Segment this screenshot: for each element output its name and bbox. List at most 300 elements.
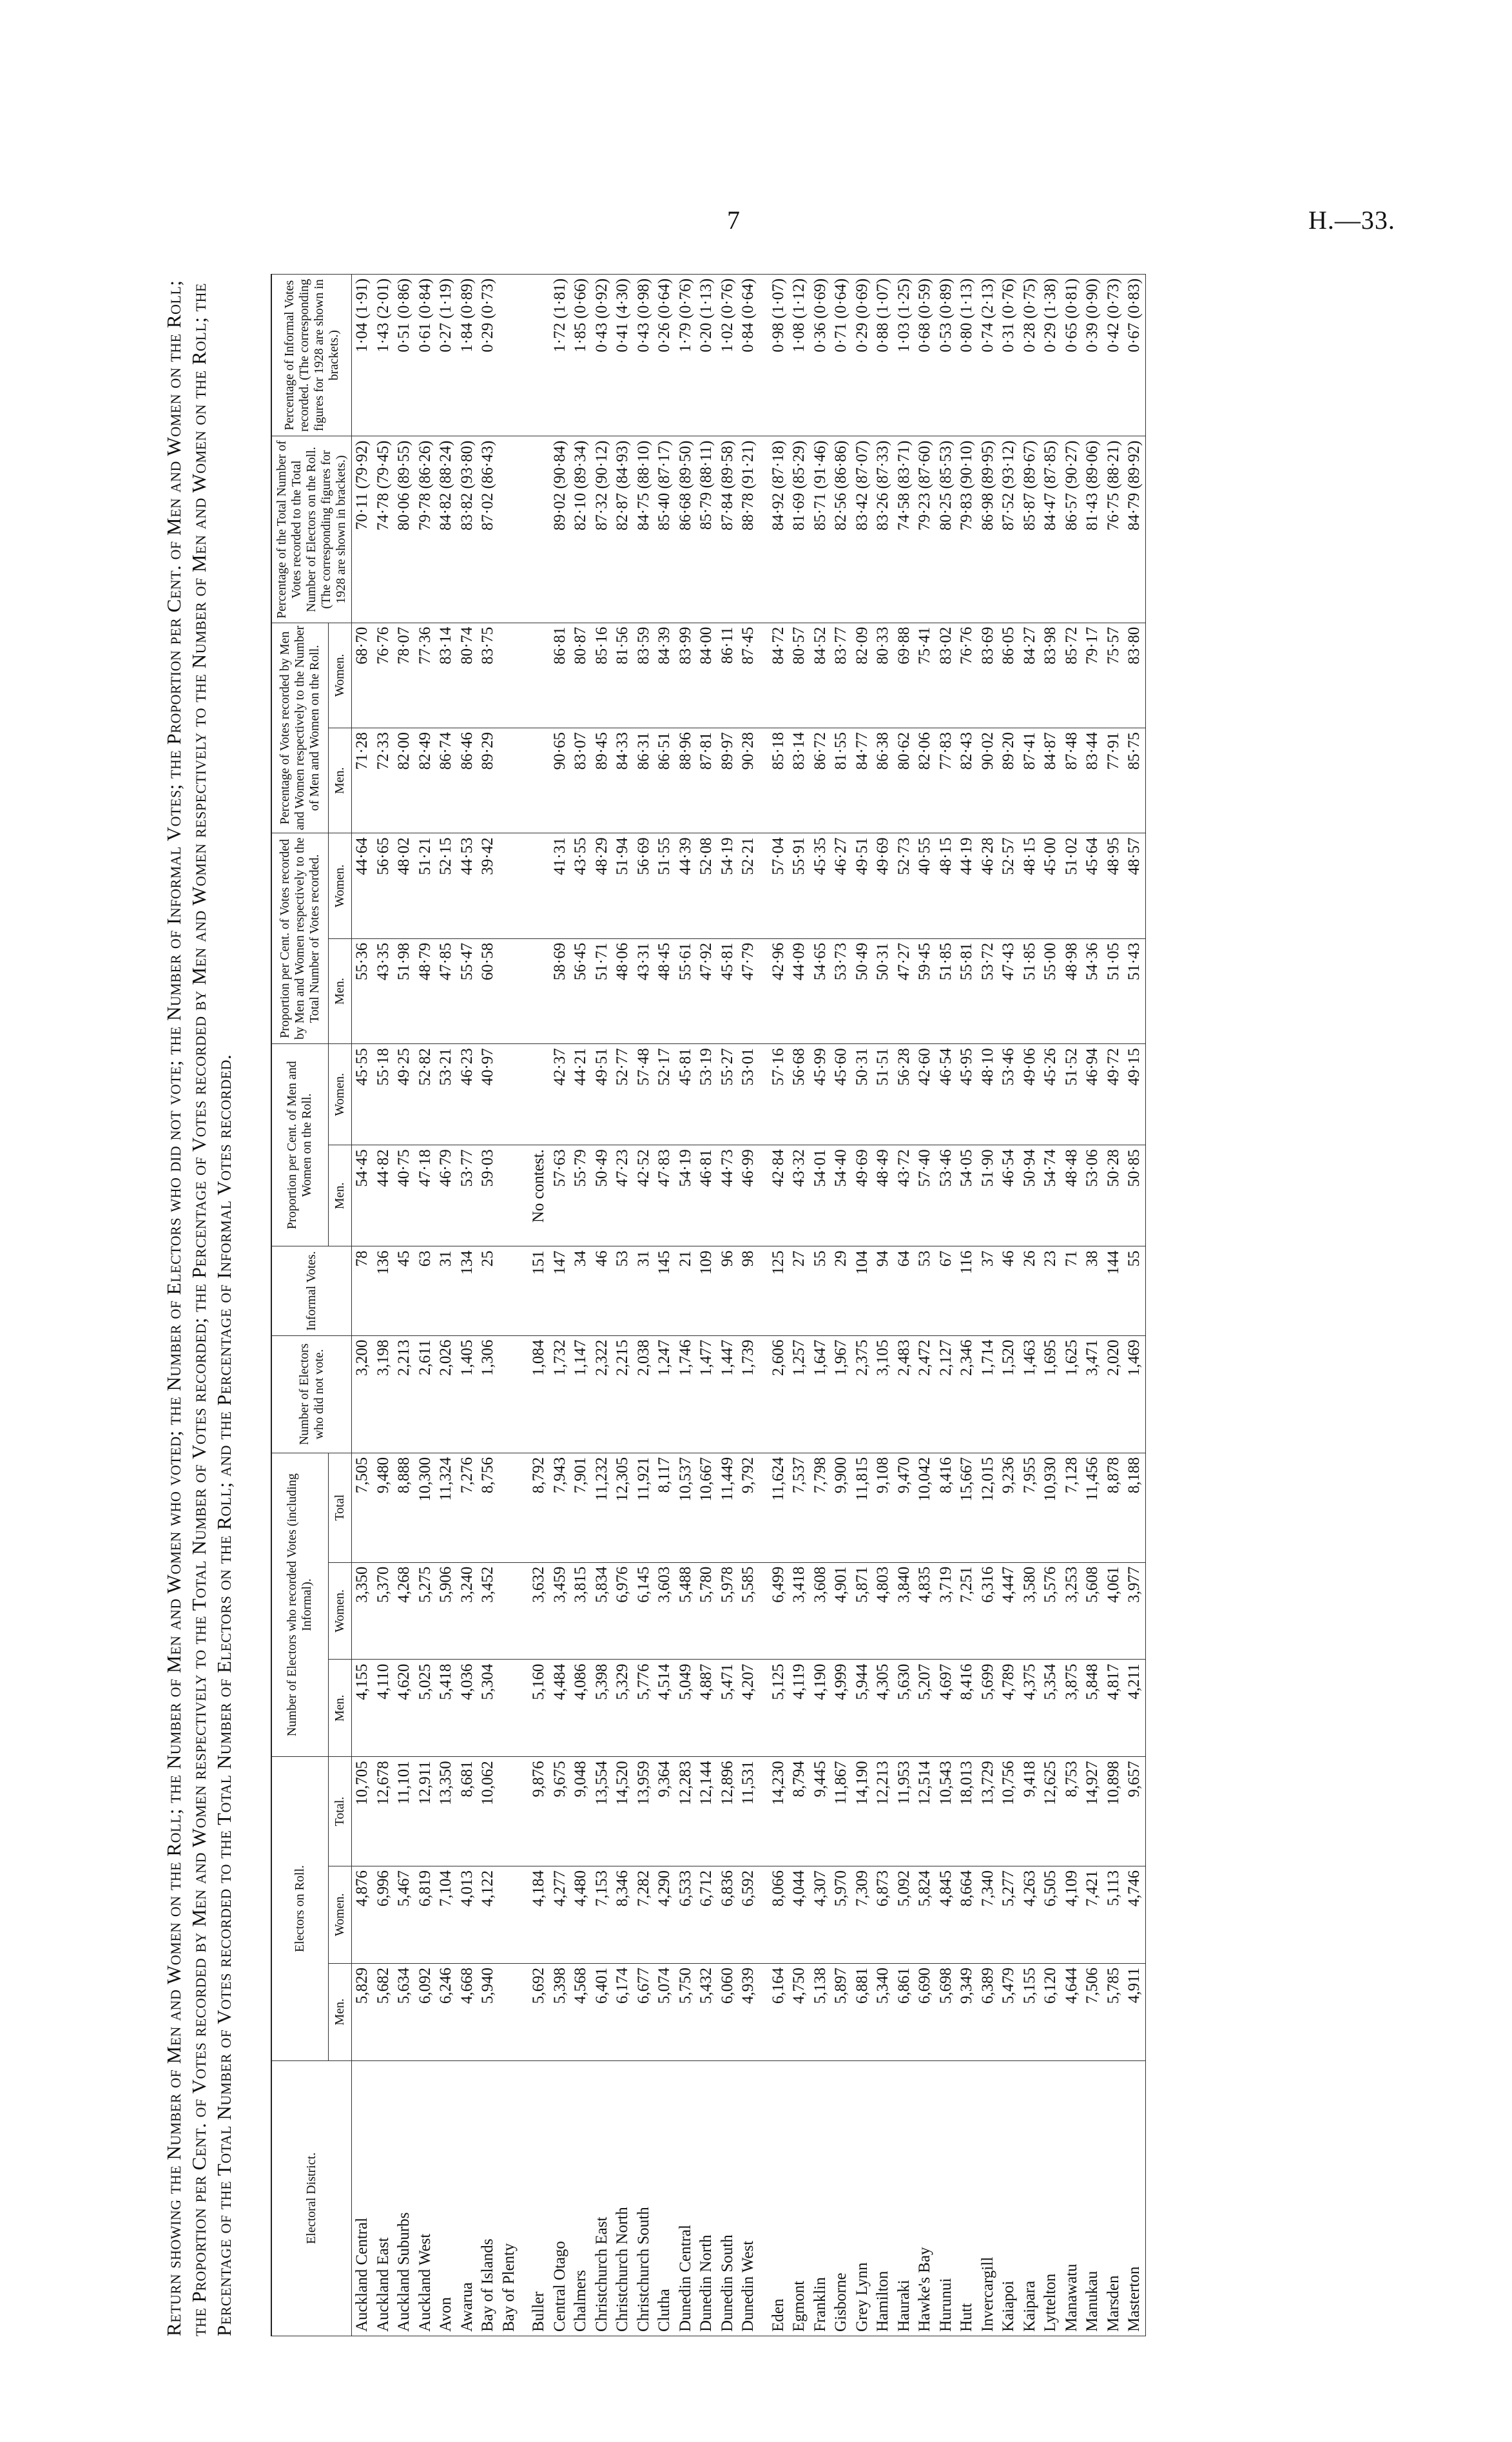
cell-voted-total: 11,324 (436, 1453, 457, 1562)
cell-roll-total: 13,959 (634, 1757, 655, 1866)
cell-voted-men: 5,398 (592, 1660, 613, 1757)
cell-not-voted: 2,038 (634, 1335, 655, 1453)
cell-votes-pct-women: 48·29 (592, 833, 613, 938)
cell-roll-pct-women: 49·72 (1103, 1044, 1125, 1145)
district-name (759, 2060, 790, 2336)
cell-pct-women: 85·16 (592, 623, 613, 728)
cell-pct-total: 85·79 (88·11) (696, 436, 717, 623)
cell-voted-men: 4,697 (936, 1660, 957, 1757)
cell-not-voted: 1,447 (717, 1335, 739, 1453)
cell-votes-pct-men: 59·45 (915, 938, 936, 1043)
cell-roll-total: 9,876 (519, 1757, 550, 1866)
cell-informal: 55 (810, 1246, 831, 1335)
cell-roll-women: 4,307 (810, 1866, 831, 1963)
cell-roll-men: 5,750 (675, 1963, 697, 2060)
cell-roll-pct-men: 57·40 (915, 1145, 936, 1246)
table-row (1061, 275, 1083, 2336)
cell-pct-informal: 0·98 (1·07) (759, 275, 790, 437)
district-label: Eden (769, 2298, 787, 2332)
cell-voted-total: 9,470 (894, 1453, 915, 1562)
cell-voted-women: 6,145 (634, 1562, 655, 1660)
cell-roll-men: 5,398 (550, 1963, 571, 2060)
cell-votes-pct-men: 56·45 (570, 938, 592, 1043)
district-name (696, 2060, 717, 2336)
cell-roll-women: 6,836 (717, 1866, 739, 1963)
cell-pct-total: 86·57 (90·27) (1061, 436, 1083, 623)
cell-roll-men: 4,644 (1061, 1963, 1083, 2060)
cell-roll-men: 5,634 (394, 1963, 415, 2060)
cell-voted-men: 5,630 (894, 1660, 915, 1757)
cell-voted-men: 8,416 (956, 1660, 978, 1757)
table-row (457, 275, 478, 2336)
cell-voted-men: 4,190 (810, 1660, 831, 1757)
cell-voted-women: 6,316 (978, 1562, 999, 1660)
cell-roll-total: 8,794 (789, 1757, 810, 1866)
district-label: Central Otago (550, 2241, 568, 2332)
cell-not-voted: 2,472 (915, 1335, 936, 1453)
cell-roll-women: 4,845 (936, 1866, 957, 1963)
cell-pct-men: 90·28 (738, 728, 759, 833)
cell-not-voted: 1,647 (810, 1335, 831, 1453)
cell-pct-informal: 0·29 (0·73) (478, 275, 499, 437)
cell-pct-informal: 0·65 (0·81) (1061, 275, 1083, 437)
cell-pct-men: 85·75 (1124, 728, 1145, 833)
cell-votes-pct-women: 46·28 (978, 833, 999, 938)
cell-pct-men: 87·41 (1020, 728, 1041, 833)
cell-roll-women: 6,592 (738, 1866, 759, 1963)
cell-pct-women: 76·76 (956, 623, 978, 728)
cell-roll-pct-women (499, 1044, 520, 1145)
cell-votes-pct-men: 51·71 (592, 938, 613, 1043)
cell-roll-pct-women: 56·68 (789, 1044, 810, 1145)
subheader-men: Men. (328, 728, 351, 833)
cell-roll-total: 13,350 (436, 1757, 457, 1866)
table-row (789, 275, 810, 2336)
cell-votes-pct-men: 58·69 (550, 938, 571, 1043)
district-name (852, 2060, 873, 2336)
cell-pct-total: 85·87 (89·67) (1020, 436, 1041, 623)
cell-pct-total: 82·10 (89·34) (570, 436, 592, 623)
cell-voted-total: 8,117 (654, 1453, 675, 1562)
cell-voted-total: 7,276 (457, 1453, 478, 1562)
subheader-women: Women. (328, 1866, 351, 1963)
cell-roll-pct-women: 49·15 (1124, 1044, 1145, 1145)
cell-voted-women: 3,580 (1020, 1562, 1041, 1660)
cell-roll-pct-men: 50·85 (1124, 1145, 1145, 1246)
cell-votes-pct-men: 47·43 (998, 938, 1020, 1043)
cell-roll-pct-men: 53·77 (457, 1145, 478, 1246)
cell-voted-total: 15,667 (956, 1453, 978, 1562)
cell-pct-informal: 1·85 (0·66) (570, 275, 592, 437)
cell-roll-women: 8,066 (759, 1866, 790, 1963)
district-name (394, 2060, 415, 2336)
cell-not-voted: 2,026 (436, 1335, 457, 1453)
cell-roll-pct-men: 54·05 (956, 1145, 978, 1246)
cell-roll-pct-men: 47·18 (415, 1145, 436, 1246)
cell-votes-pct-men: 47·85 (436, 938, 457, 1043)
cell-not-voted: 2,346 (956, 1335, 978, 1453)
cell-pct-total: 74·58 (83·71) (894, 436, 915, 623)
cell-roll-women: 6,996 (373, 1866, 394, 1963)
cell-pct-informal: 0·88 (1·07) (873, 275, 894, 437)
cell-roll-women: 4,263 (1020, 1866, 1041, 1963)
header-prop-votes: Proportion per Cent. of Votes recorded by Men and Women respectively to the Total Number of Votes recorded. (271, 833, 328, 1044)
cell-voted-men: 5,848 (1082, 1660, 1103, 1757)
cell-voted-men: 5,025 (415, 1660, 436, 1757)
cell-voted-women: 3,977 (1124, 1562, 1145, 1660)
cell-roll-pct-women: 52·82 (415, 1044, 436, 1145)
cell-pct-women: 84·27 (1020, 623, 1041, 728)
cell-votes-pct-women: 48·02 (394, 833, 415, 938)
cell-voted-men: 4,207 (738, 1660, 759, 1757)
cell-roll-total: 12,144 (696, 1757, 717, 1866)
cell-votes-pct-women: 46·27 (831, 833, 852, 938)
table-row (519, 275, 550, 2336)
cell-pct-total: 70·11 (79·92) (352, 436, 373, 623)
cell-roll-total: 9,418 (1020, 1757, 1041, 1866)
district-name (675, 2060, 697, 2336)
district-label: Gisborne (832, 2272, 850, 2332)
subheader-women: Women. (328, 623, 351, 728)
cell-roll-total: 10,705 (352, 1757, 373, 1866)
cell-roll-pct-women: 40·97 (478, 1044, 499, 1145)
district-label: Auckland West (416, 2233, 434, 2332)
district-name (956, 2060, 978, 2336)
cell-not-voted: 1,477 (696, 1335, 717, 1453)
cell-pct-informal: 1·43 (2·01) (373, 275, 394, 437)
header-recorded-votes: Number of Electors who recorded Votes (including Informal). (271, 1453, 328, 1756)
cell-roll-women: 7,104 (436, 1866, 457, 1963)
cell-votes-pct-men: 47·27 (894, 938, 915, 1043)
cell-pct-men: 82·49 (415, 728, 436, 833)
table-row (759, 275, 790, 2336)
cell-voted-total: 9,792 (738, 1453, 759, 1562)
cell-votes-pct-men: 48·79 (415, 938, 436, 1043)
table-row (352, 275, 373, 2336)
cell-votes-pct-men: 55·81 (956, 938, 978, 1043)
cell-not-voted: 1,405 (457, 1335, 478, 1453)
cell-votes-pct-men: 51·85 (1020, 938, 1041, 1043)
subheader-total: Total. (328, 1757, 351, 1866)
cell-roll-total: 13,554 (592, 1757, 613, 1866)
cell-pct-informal: 0·36 (0·69) (810, 275, 831, 437)
cell-voted-women: 4,803 (873, 1562, 894, 1660)
cell-roll-pct-women: 45·26 (1040, 1044, 1061, 1145)
subheader-women: Women. (328, 833, 351, 938)
table-row (570, 275, 592, 2336)
cell-pct-women: 75·57 (1103, 623, 1125, 728)
cell-roll-men: 5,432 (696, 1963, 717, 2060)
cell-roll-total: 8,681 (457, 1757, 478, 1866)
cell-not-voted: 1,147 (570, 1335, 592, 1453)
cell-roll-pct-women: 45·81 (675, 1044, 697, 1145)
cell-votes-pct-men: 53·72 (978, 938, 999, 1043)
cell-roll-women (499, 1866, 520, 1963)
cell-pct-informal: 0·84 (0·64) (738, 275, 759, 437)
cell-voted-women: 3,840 (894, 1562, 915, 1660)
district-label: Dunedin North (697, 2234, 715, 2332)
table-row (936, 275, 957, 2336)
cell-pct-women: 83·02 (936, 623, 957, 728)
cell-informal: 34 (570, 1246, 592, 1335)
cell-voted-women: 5,576 (1040, 1562, 1061, 1660)
cell-pct-informal: 0·74 (2·13) (978, 275, 999, 437)
cell-voted-women: 5,906 (436, 1562, 457, 1660)
cell-votes-pct-women: 56·65 (373, 833, 394, 938)
header-pct-total: Percentage of the Total Number of Votes recorded to the Total Number of Electors on the Roll. (The corresponding figures for 1928 are shown in brackets.) (271, 436, 352, 623)
cell-not-voted: 3,471 (1082, 1335, 1103, 1453)
district-name (478, 2060, 499, 2336)
district-label: Auckland Suburbs (395, 2212, 413, 2332)
cell-roll-women: 6,873 (873, 1866, 894, 1963)
cell-roll-women: 4,277 (550, 1866, 571, 1963)
cell-voted-men: 4,305 (873, 1660, 894, 1757)
cell-roll-women: 6,505 (1040, 1866, 1061, 1963)
cell-not-voted: 1,463 (1020, 1335, 1041, 1453)
cell-roll-pct-women: 49·06 (1020, 1044, 1041, 1145)
cell-roll-pct-women: 51·52 (1061, 1044, 1083, 1145)
cell-roll-men: 4,668 (457, 1963, 478, 2060)
cell-pct-men: 89·29 (478, 728, 499, 833)
district-label: Egmont (790, 2280, 808, 2332)
cell-roll-women: 4,013 (457, 1866, 478, 1963)
cell-voted-total: 11,449 (717, 1453, 739, 1562)
cell-voted-total: 7,505 (352, 1453, 373, 1562)
cell-roll-pct-men: 42·52 (634, 1145, 655, 1246)
cell-informal: 136 (373, 1246, 394, 1335)
cell-pct-men: 72·33 (373, 728, 394, 833)
cell-informal: 144 (1103, 1246, 1125, 1335)
cell-votes-pct-men: 43·35 (373, 938, 394, 1043)
cell-voted-total: 8,888 (394, 1453, 415, 1562)
cell-informal: 78 (352, 1246, 373, 1335)
cell-votes-pct-women: 52·73 (894, 833, 915, 938)
cell-roll-men: 5,682 (373, 1963, 394, 2060)
cell-votes-pct-women: 49·69 (873, 833, 894, 938)
cell-roll-pct-men: 43·72 (894, 1145, 915, 1246)
cell-roll-men: 6,092 (415, 1963, 436, 2060)
cell-roll-men: 6,164 (759, 1963, 790, 2060)
cell-pct-women: 84·39 (654, 623, 675, 728)
subheader-men: Men. (328, 1963, 351, 2060)
table-title: Return showing the Number of Men and Women on the Roll; the Number of Men and Women who voted; the Number of Electors who did not vote; the Number of Informal Votes; the Proportion per Cent. of Men and Women on the Roll; the Proportion per Cent. of Votes recorded by Men and Women respectively to the Total Number of Votes recorded; the Percentage of Votes recorded by Men and Women respectively to the Number of Men and Women on the Roll; the Percentage of the Total Number of Votes recorded to the Total Number of Electors on the Roll; and the Percentage of Informal Votes recorded. (162, 280, 235, 2336)
cell-roll-total: 11,867 (831, 1757, 852, 1866)
cell-informal: 26 (1020, 1246, 1041, 1335)
cell-roll-women: 8,664 (956, 1866, 978, 1963)
cell-informal: 21 (675, 1246, 697, 1335)
cell-roll-pct-men: 48·48 (1061, 1145, 1083, 1246)
cell-pct-men: 86·46 (457, 728, 478, 833)
district-label: Buller (530, 2291, 548, 2332)
cell-roll-pct-men: 46·81 (696, 1145, 717, 1246)
table-row (478, 275, 499, 2336)
cell-roll-women: 8,346 (612, 1866, 634, 1963)
cell-roll-pct-women: 56·28 (894, 1044, 915, 1145)
cell-voted-total: 7,128 (1061, 1453, 1083, 1562)
cell-not-voted: 1,739 (738, 1335, 759, 1453)
table-row (373, 275, 394, 2336)
cell-roll-men: 5,138 (810, 1963, 831, 2060)
cell-voted-men: 4,155 (352, 1660, 373, 1757)
district-name (1061, 2060, 1083, 2336)
table-row (717, 275, 739, 2336)
cell-votes-pct-men: 42·96 (759, 938, 790, 1043)
district-label: Auckland East (374, 2237, 392, 2332)
cell-informal: 27 (789, 1246, 810, 1335)
district-label: Invercargill (978, 2256, 996, 2332)
cell-roll-total: 9,445 (810, 1757, 831, 1866)
cell-roll-pct-women: 49·25 (394, 1044, 415, 1145)
cell-pct-total: 87·32 (90·12) (592, 436, 613, 623)
cell-pct-men: 71·28 (352, 728, 373, 833)
table-row (550, 275, 571, 2336)
cell-votes-pct-men: 55·61 (675, 938, 697, 1043)
cell-pct-total: 79·78 (86·26) (415, 436, 436, 623)
cell-not-voted: 1,746 (675, 1335, 697, 1453)
cell-voted-women: 5,978 (717, 1562, 739, 1660)
district-name (1082, 2060, 1103, 2336)
cell-roll-total: 14,927 (1082, 1757, 1103, 1866)
district-name (592, 2060, 613, 2336)
cell-votes-pct-women: 48·15 (936, 833, 957, 938)
cell-pct-men: 81·55 (831, 728, 852, 833)
cell-voted-women: 3,240 (457, 1562, 478, 1660)
district-label: Dunedin West (739, 2240, 757, 2332)
cell-voted-men: 4,999 (831, 1660, 852, 1757)
cell-roll-pct-women: 52·17 (654, 1044, 675, 1145)
cell-voted-men: 4,119 (789, 1660, 810, 1757)
cell-informal: 53 (915, 1246, 936, 1335)
table-row (956, 275, 978, 2336)
cell-informal: 151 (519, 1246, 550, 1335)
cell-informal: 116 (956, 1246, 978, 1335)
cell-votes-pct-men: 55·00 (1040, 938, 1061, 1043)
district-name (789, 2060, 810, 2336)
cell-informal: 55 (1124, 1246, 1145, 1335)
cell-roll-men: 6,389 (978, 1963, 999, 2060)
cell-roll-women: 7,309 (852, 1866, 873, 1963)
subheader-men: Men. (328, 1145, 351, 1246)
cell-voted-women (499, 1562, 520, 1660)
cell-roll-total: 10,543 (936, 1757, 957, 1866)
table-row (1124, 275, 1145, 2336)
table-row (675, 275, 697, 2336)
cell-pct-women: 86·11 (717, 623, 739, 728)
cell-pct-women: 80·33 (873, 623, 894, 728)
cell-votes-pct-men: 48·98 (1061, 938, 1083, 1043)
cell-voted-total: 11,624 (759, 1453, 790, 1562)
district-name (894, 2060, 915, 2336)
cell-votes-pct-women: 45·64 (1082, 833, 1103, 938)
cell-roll-pct-men: 46·79 (436, 1145, 457, 1246)
cell-informal: 31 (634, 1246, 655, 1335)
cell-roll-pct-women: 53·46 (998, 1044, 1020, 1145)
subheader-men: Men. (328, 1660, 351, 1757)
cell-votes-pct-women: 52·21 (738, 833, 759, 938)
subheader-women: Women. (328, 1562, 351, 1660)
cell-voted-women: 3,253 (1061, 1562, 1083, 1660)
table-row (696, 275, 717, 2336)
district-label: Masterton (1125, 2266, 1143, 2332)
district-label: Avon (437, 2297, 455, 2332)
cell-votes-pct-women (519, 833, 550, 938)
cell-votes-pct-men: 44·09 (789, 938, 810, 1043)
cell-roll-pct-men: 50·94 (1020, 1145, 1041, 1246)
cell-roll-total: 11,531 (738, 1757, 759, 1866)
cell-roll-men: 5,074 (654, 1963, 675, 2060)
cell-roll-women: 5,113 (1103, 1866, 1125, 1963)
cell-pct-total: 84·47 (87·85) (1040, 436, 1061, 623)
table-row (394, 275, 415, 2336)
cell-voted-women: 3,452 (478, 1562, 499, 1660)
district-label: Franklin (811, 2277, 829, 2332)
cell-pct-women: 82·09 (852, 623, 873, 728)
district-label: Auckland Central (353, 2217, 371, 2332)
cell-voted-women: 5,871 (852, 1562, 873, 1660)
cell-pct-total: 86·68 (89·50) (675, 436, 697, 623)
cell-voted-women: 4,061 (1103, 1562, 1125, 1660)
cell-pct-total (499, 436, 520, 623)
cell-roll-total: 9,675 (550, 1757, 571, 1866)
district-label: Dunedin Central (676, 2225, 694, 2332)
cell-votes-pct-women: 45·35 (810, 833, 831, 938)
cell-pct-total: 81·43 (89·06) (1082, 436, 1103, 623)
cell-pct-women: 87·45 (738, 623, 759, 728)
cell-pct-informal: 0·80 (1·13) (956, 275, 978, 437)
table-row (998, 275, 1020, 2336)
cell-not-voted: 2,020 (1103, 1335, 1125, 1453)
cell-pct-women: 84·52 (810, 623, 831, 728)
cell-voted-men: 4,789 (998, 1660, 1020, 1757)
district-label: Manawatu (1062, 2263, 1080, 2332)
cell-roll-pct-women: 53·01 (738, 1044, 759, 1145)
district-label: Lyttelton (1042, 2273, 1060, 2332)
cell-pct-total: 82·87 (84·93) (612, 436, 634, 623)
cell-votes-pct-women: 51·02 (1061, 833, 1083, 938)
cell-votes-pct-women: 52·08 (696, 833, 717, 938)
document-reference: H.—33. (1308, 206, 1395, 235)
cell-voted-women: 3,459 (550, 1562, 571, 1660)
cell-pct-women: 86·81 (550, 623, 571, 728)
cell-pct-men: 85·18 (759, 728, 790, 833)
cell-votes-pct-men: 55·36 (352, 938, 373, 1043)
cell-pct-men: 90·65 (550, 728, 571, 833)
cell-roll-women: 7,340 (978, 1866, 999, 1963)
district-label: Christchurch North (614, 2207, 632, 2332)
cell-pct-women: 75·41 (915, 623, 936, 728)
cell-roll-pct-men: 47·23 (612, 1145, 634, 1246)
cell-not-voted: 1,084 (519, 1335, 550, 1453)
cell-roll-pct-men: 54·45 (352, 1145, 373, 1246)
cell-roll-women: 5,970 (831, 1866, 852, 1963)
cell-voted-men: 3,875 (1061, 1660, 1083, 1757)
district-name (612, 2060, 634, 2336)
district-name (1103, 2060, 1125, 2336)
cell-pct-total: 80·06 (89·55) (394, 436, 415, 623)
cell-roll-men: 5,829 (352, 1963, 373, 2060)
cell-roll-men: 5,155 (1020, 1963, 1041, 2060)
cell-votes-pct-women: 51·94 (612, 833, 634, 938)
cell-pct-informal: 0·67 (0·83) (1124, 275, 1145, 437)
cell-voted-total: 7,955 (1020, 1453, 1041, 1562)
cell-voted-women: 4,268 (394, 1562, 415, 1660)
cell-pct-men: 82·43 (956, 728, 978, 833)
cell-roll-men: 5,940 (478, 1963, 499, 2060)
cell-informal: 45 (394, 1246, 415, 1335)
cell-voted-total: 10,930 (1040, 1453, 1061, 1562)
cell-roll-pct-women: 53·19 (696, 1044, 717, 1145)
district-label: Hamilton (874, 2271, 892, 2332)
